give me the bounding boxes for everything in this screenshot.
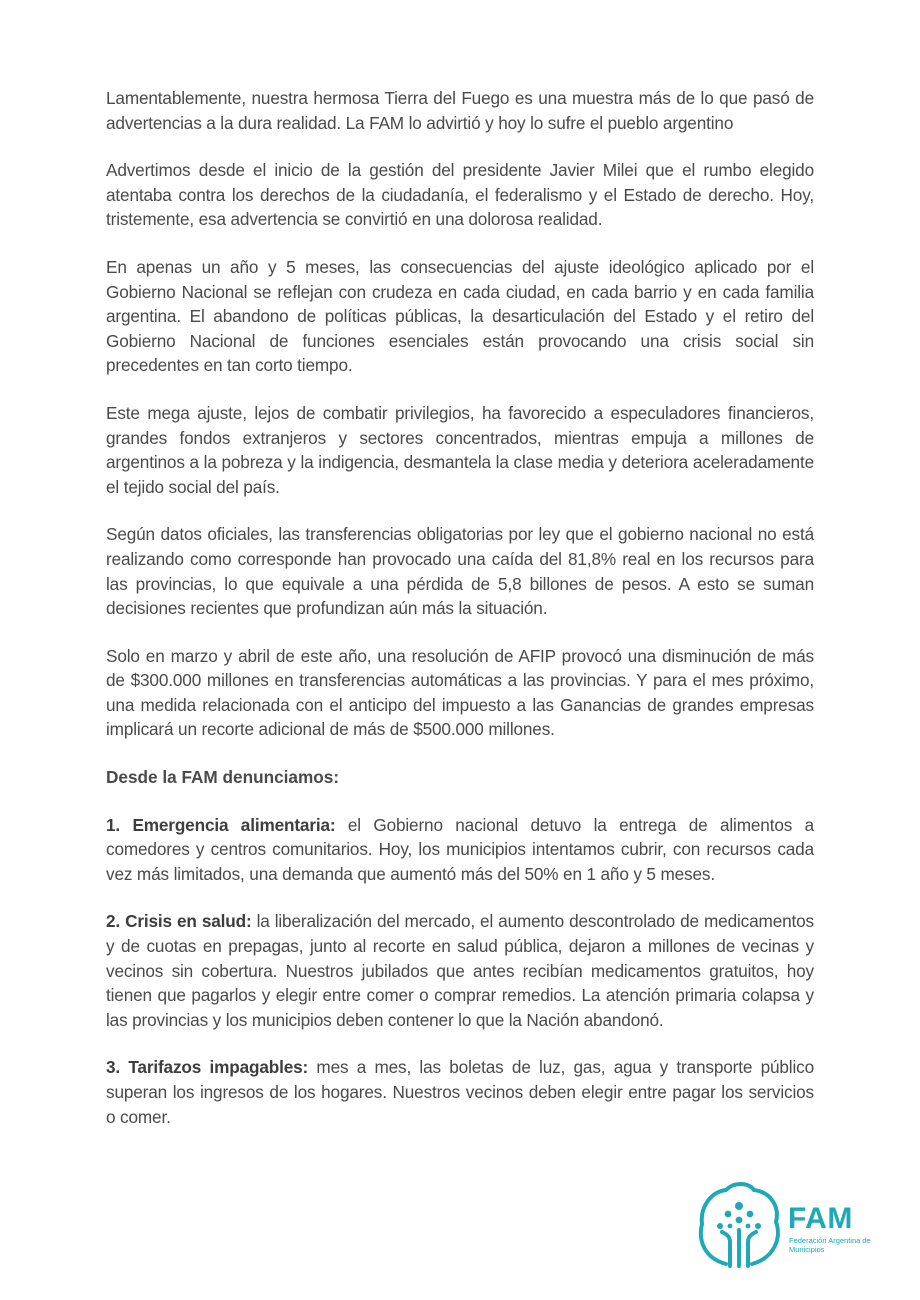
paragraph-mega-ajuste: Este mega ajuste, lejos de combatir privilegios, ha favorecido a especuladores financieros, grandes fondos extranjeros y sectores concentrados, mientras empuja a millones de argentinos a la pobreza y la indigencia, desmantela la clase media y deteriora aceleradamente el tejido social del país. — [106, 402, 814, 497]
fam-logo — [696, 1180, 876, 1270]
section-heading: Desde la FAM denunciamos: — [106, 767, 340, 788]
logo-subtitle: Federación Argentina de Municipios — [789, 1236, 871, 1254]
list-item-title: 3. Tarifazos impagables: — [106, 1057, 309, 1078]
paragraph-warning: Advertimos desde el inicio de la gestión del presidente Javier Milei que el rumbo elegido atentaba contra los derechos de la ciudadanía, el federalismo y el Estado de derecho. Hoy, tristemente, esa advertencia se convirtió en una dolorosa realidad. — [106, 160, 814, 230]
paragraph-intro: Lamentablemente, nuestra hermosa Tierra del Fuego es una muestra más de lo que pasó de advertencias a la dura realidad. La FAM lo advirtió y hoy lo sufre el pueblo argentino — [106, 88, 814, 133]
list-item-title: 2. Crisis en salud: — [106, 911, 252, 932]
list-item-text: el Gobierno nacional detuvo la entrega de alimentos a comedores y centros comunitarios. Hoy, los municipios intentamos cubrir, con recursos cada vez más limitados, una demanda que aumentó más del 50% en 1 año y 5 meses. — [106, 814, 814, 884]
paragraph-afip: Solo en marzo y abril de este año, una resolución de AFIP provocó una disminución de más de $300.000 millones en transferencias automáticas a las provincias. Y para el mes próximo, una medida relacionada con el anticipo del impuesto a las Ganancias de grandes empresas implicará un recorte adicional de más de $500.000 millones. — [106, 645, 814, 740]
paragraph-consequences: En apenas un año y 5 meses, las consecuencias del ajuste ideológico aplicado por el Gobierno Nacional se reflejan con crudeza en cada ciudad, en cada barrio y en cada familia argentina. El abandono de políticas públicas, la desarticulación del Estado y el retiro del Gobierno Nacional de funciones esenciales están provocando una crisis social sin precedentes en tan corto tiempo. — [106, 256, 814, 376]
paragraph-official-data: Según datos oficiales, las transferencias obligatorias por ley que el gobierno nacional no está realizando como corresponde han provocado una caída del 81,8% real en los recursos para las provincias, lo que equivale a una pérdida de 5,8 billones de pesos. A esto se suman decisiones recientes que profundizan aún más la situación. — [106, 524, 814, 619]
list-item-emergencia — [106, 813, 814, 887]
logo-wordmark: FAM — [788, 1202, 853, 1235]
list-item-tarifazos — [106, 1055, 814, 1129]
document-body — [106, 86, 814, 1152]
list-item-salud — [106, 909, 814, 1032]
list-item-title: 1. Emergencia alimentaria: — [106, 814, 336, 835]
list-item-text: mes a mes, las boletas de luz, gas, agua y transporte público superan los ingresos de los hogares. Nuestros vecinos deben elegir entre pagar los servicios o comer. — [106, 1057, 814, 1127]
fam-tree-icon — [696, 1180, 782, 1270]
list-item-text: la liberalización del mercado, el aumento descontrolado de medicamentos y de cuotas en prepagas, junto al recorte en salud pública, dejaron a millones de vecinas y vecinos sin cobertura. Nuestros jubilados que antes recibían medicamentos gratuitos, hoy tienen que pagarlos y elegir entre comer o comprar remedios. La atención primaria colapsa y las provincias y los municipios deben contener lo que la Nación abandonó. — [106, 911, 814, 1030]
